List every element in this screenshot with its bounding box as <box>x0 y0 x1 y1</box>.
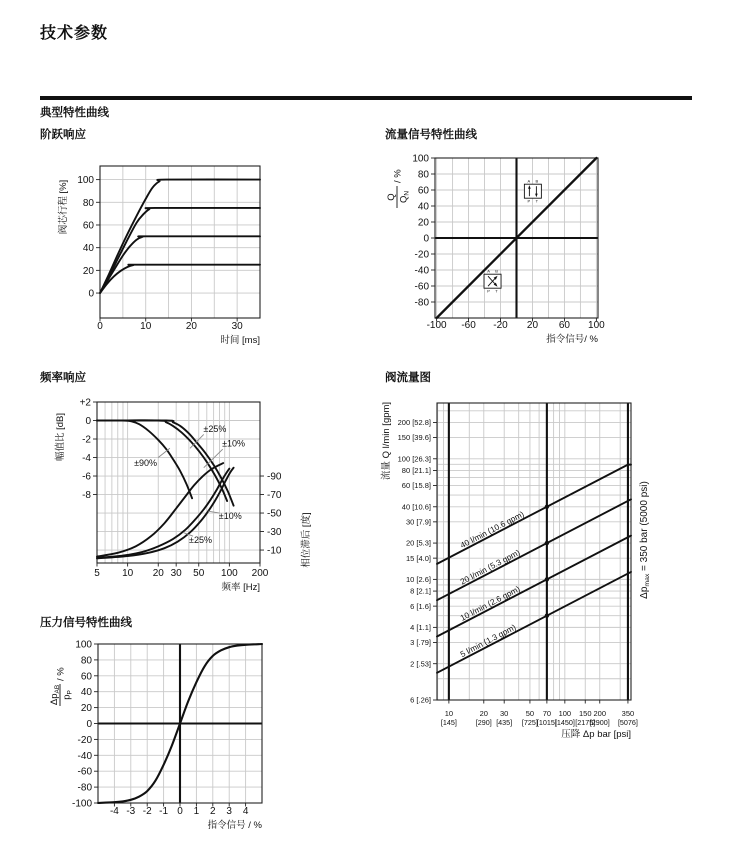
x-tick-label: 60 <box>558 320 571 331</box>
y-tick-label: +2 <box>79 397 91 409</box>
x-tick-label: 70 <box>542 709 552 718</box>
y-tick-label: 60 [15.8] <box>401 481 431 491</box>
y-axis-title: 流量 Q l/min [gpm] <box>381 401 392 481</box>
chart-flow_signal <box>368 143 730 361</box>
y2-tick-label: -10 <box>267 545 282 557</box>
y-tick-label: 20 <box>82 265 94 277</box>
y-tick-label: 0 <box>85 416 91 428</box>
x-tick-label: 50 <box>193 568 205 579</box>
y-tick-label: 30 [7.9] <box>405 517 431 527</box>
x-tick-label: 30 <box>500 709 509 718</box>
y-tick-label: 4 [1.1] <box>410 623 431 633</box>
x-tick-label-psi: [2900] <box>589 718 610 727</box>
flow-line-label: 5 l/min (1.3 gpm) <box>458 622 518 660</box>
port-label: T <box>535 198 539 204</box>
x-tick-label: 10 <box>444 709 454 718</box>
x-tick-label: 350 <box>621 709 635 718</box>
y2-tick-label: -70 <box>267 490 282 502</box>
data-point-marker <box>545 613 549 617</box>
x-tick-label: 10 <box>122 568 134 579</box>
svg-text:pP: $p_P$ <box>61 690 74 700</box>
y-tick-label: 0 <box>423 233 429 245</box>
x-tick-label-psi: [435] <box>496 718 513 727</box>
y-tick-label: 80 [21.1] <box>401 466 431 476</box>
svg-text:ΔpAB: $\Delta p_{AB}$ <box>49 684 62 706</box>
x-tick-label: -60 <box>461 320 476 331</box>
y-tick-label: 60 <box>417 185 429 197</box>
x-tick-label: -2 <box>142 806 152 817</box>
y-tick-label: -40 <box>77 750 92 762</box>
y-tick-label: 100 <box>412 153 429 165</box>
curve-annotation: ±10% <box>218 510 242 521</box>
x-axis-title: 指令信号 / % <box>207 820 262 831</box>
chart-pressure <box>35 631 367 849</box>
y2-axis-title: $\Delta p_{max} = 350$ bar (5000 psi) <box>639 481 652 599</box>
svg-text:/ %: / % <box>392 169 404 183</box>
x-tick-label: 20 <box>152 568 164 579</box>
x-tick-label-psi: [2175] <box>575 718 596 727</box>
y-tick-label: 100 <box>75 639 92 651</box>
y-tick-label: 6 [1.6] <box>410 601 431 611</box>
y-tick-label: 2 [.53] <box>410 659 431 669</box>
data-point-marker <box>545 541 549 545</box>
port-label: A <box>487 268 490 274</box>
chart-flow_chart <box>368 386 730 764</box>
page-title: 技术参数 <box>40 25 109 42</box>
x-tick-label-psi: [725] <box>521 718 538 727</box>
gridlines <box>97 402 260 563</box>
x-tick-label-psi: [290] <box>475 718 492 727</box>
plot-border <box>97 402 260 563</box>
x-tick-label-psi: [1015] <box>536 718 557 727</box>
x-axis-title: 时间 [ms] <box>220 335 260 346</box>
y-tick-label: 100 [26.3] <box>397 454 431 464</box>
y-tick-label: 80 <box>82 197 94 209</box>
x-tick-label-psi: [145] <box>440 718 457 727</box>
y-tick-label: -6 <box>82 471 91 483</box>
y-tick-label: 0 <box>86 719 92 730</box>
port-label: T <box>495 288 498 294</box>
port-label: B <box>495 268 498 274</box>
x-tick-label: 2 <box>210 806 216 817</box>
axis-ticks <box>77 175 243 332</box>
y-tick-label: 10 [2.6] <box>405 575 431 585</box>
y-tick-label: 3 [.79] <box>410 638 431 648</box>
chart-frequency <box>35 386 367 610</box>
x-axis-title: 压降 Δp bar [psi] <box>561 729 631 740</box>
x-tick-label: 3 <box>226 806 232 817</box>
x-tick-label: 0 <box>97 321 103 332</box>
data-point-marker <box>545 577 549 581</box>
axis-ticks <box>80 398 282 580</box>
chart-title-flow_chart: 阀流量图 <box>385 372 431 384</box>
curve-annotation: ±25% <box>203 423 227 434</box>
curve-annotation: ±25% <box>189 534 212 545</box>
chart-title-frequency: 频率响应 <box>40 372 86 384</box>
chart-title-flow_signal: 流量信号特性曲线 <box>385 129 477 141</box>
y-tick-label: 40 <box>417 201 429 213</box>
y-tick-label: -80 <box>414 297 429 309</box>
section-heading: 典型特性曲线 <box>40 107 109 119</box>
y-tick-label: 0 <box>88 288 94 300</box>
y-tick-label: -60 <box>414 281 429 293</box>
x-tick-label: 5 <box>94 568 100 579</box>
valve-symbol-crossed-icon <box>484 269 501 294</box>
y-tick-label: 150 [39.6] <box>397 433 431 443</box>
y-tick-label: -80 <box>77 782 92 794</box>
y-tick-label: 40 <box>82 243 94 255</box>
x-tick-label: 4 <box>242 806 249 817</box>
svg-text:Q: Q <box>386 193 397 201</box>
port-label: P <box>527 198 531 204</box>
y-tick-label: 80 <box>417 169 429 181</box>
y-tick-label: 100 <box>77 175 94 187</box>
y-tick-label: -20 <box>414 249 429 261</box>
x-tick-label: 20 <box>526 320 539 331</box>
y2-tick-label: -30 <box>267 527 282 539</box>
chart-title-step: 阶跃响应 <box>40 129 86 141</box>
x-tick-label: 1 <box>193 806 200 817</box>
x-tick-label: 150 <box>578 709 592 718</box>
y-axis-title <box>49 667 74 706</box>
flow-line-label: 10 l/min (2.6 gpm) <box>458 584 522 623</box>
y2-tick-label: -50 <box>267 508 282 520</box>
y-axis-title: 幅值比 [dB] <box>55 412 66 462</box>
x-tick-label: 100 <box>221 568 238 579</box>
y-tick-label: -60 <box>77 766 92 778</box>
port-label: P <box>487 288 490 294</box>
port-label: A <box>527 178 531 184</box>
x-tick-label-psi: [5076] <box>617 718 638 727</box>
x-axis-title: 指令信号/ % <box>546 334 598 345</box>
series-group <box>437 465 631 673</box>
x-tick-label: 200 <box>593 709 607 718</box>
x-tick-label: -100 <box>426 320 447 331</box>
x-tick-label: -3 <box>126 806 136 817</box>
svg-text:QN: $Q_N$ <box>398 190 411 204</box>
curve-annotation: ±10% <box>222 438 246 449</box>
y-tick-label: 40 <box>80 687 92 699</box>
x-tick-label: 0 <box>177 806 183 817</box>
y-tick-label: -100 <box>71 798 92 810</box>
svg-text:/ %: / % <box>55 667 67 681</box>
y-tick-label: 200 [52.8] <box>397 418 431 428</box>
y-tick-label: -2 <box>82 434 91 446</box>
y-tick-label: 80 <box>80 655 92 667</box>
y-tick-label: -20 <box>77 734 92 746</box>
x-tick-label: 10 <box>140 321 152 332</box>
x-tick-label-psi: [1450] <box>554 718 575 727</box>
y-tick-label: 20 [5.3] <box>405 538 431 548</box>
flow-line-label: 20 l/min (5.3 gpm) <box>458 548 522 587</box>
y-axis-title <box>386 169 411 208</box>
x-tick-label: -1 <box>159 806 169 817</box>
x-tick-label: 30 <box>231 321 243 332</box>
flow-line-label: 40 l/min (10.6 gpm) <box>458 509 526 551</box>
y-tick-label: 60 <box>80 671 92 683</box>
series-step-to-25 <box>100 265 260 293</box>
chart-step <box>40 143 362 358</box>
port-label: B <box>535 178 539 184</box>
x-tick-label: 100 <box>588 320 605 331</box>
curve-annotation: ±90% <box>134 458 158 469</box>
x-tick-label: 200 <box>251 568 269 579</box>
x-axis-title: 频率 [Hz] <box>221 582 260 593</box>
y-tick-label: 60 <box>82 220 94 232</box>
x-tick-label: 30 <box>170 568 182 579</box>
y-tick-label: -40 <box>414 265 429 277</box>
x-tick-label: 20 <box>185 321 197 332</box>
chart-title-pressure: 压力信号特性曲线 <box>40 617 132 629</box>
y2-axis-title: 相位滞后 [度] <box>301 512 312 568</box>
y2-tick-label: -90 <box>267 471 282 483</box>
axis-ticks <box>412 154 605 332</box>
y-tick-label: 20 <box>417 217 429 229</box>
y-tick-label: 15 [4.0] <box>405 553 431 563</box>
x-tick-label: 20 <box>479 709 488 718</box>
title-divider <box>40 96 692 100</box>
y-tick-label: -8 <box>82 490 91 502</box>
x-tick-label: -20 <box>493 320 508 331</box>
x-tick-label: 50 <box>525 709 535 718</box>
series-group <box>100 179 260 293</box>
y-tick-label: 6 [.26] <box>410 695 431 705</box>
x-tick-label: 100 <box>558 709 572 718</box>
y-tick-label: 20 <box>80 703 92 715</box>
y-axis-title: 阀芯行程 [%] <box>58 179 69 235</box>
y-tick-label: 8 [2.1] <box>410 586 431 596</box>
y-tick-label: -4 <box>82 453 91 465</box>
data-point-marker <box>545 505 549 509</box>
y-tick-label: 40 [10.6] <box>401 502 431 512</box>
series-step-to-75 <box>100 208 260 293</box>
x-tick-label: -4 <box>109 806 119 817</box>
